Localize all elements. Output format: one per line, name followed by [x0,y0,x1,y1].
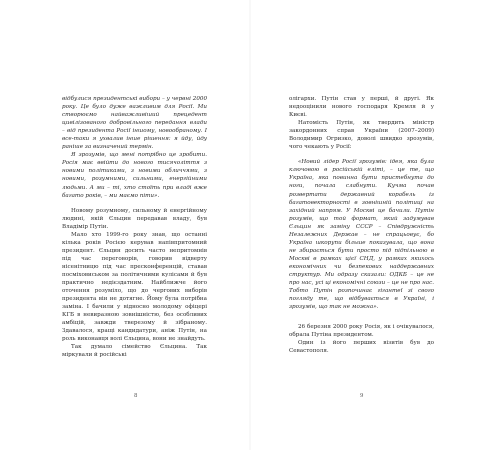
quote-paragraph: «Новий лідер Росії зрозумів: ідея, яка була ключовою в російській еліті, – це те, що Україна, яка повинна бути пристебнута до ноги, почала слабнути. Кучма почав розвертати державний корабель із багатовекторності в зовнішній політиці на західний напрям. У Москві це бачили. Путін розумів, що той формат, який задумував Єльцин як заміну СССР – Співдружність Незалежних Держав – не спрацьовує, бо Україна шкорупи більше показувала, що вона не збирається бути просто під підпільною в Москві в рамках цієї СНД, у рамках якихось економічних чи безпекових наддержавних структур. Ми одразу сказали: ОДКБ – це не про нас, усі ці економічні союзи – це не про нас. Тобто Путін розпочинає гігантеї зі свого погляду те, що відбувається в Україні, і зрозумів, що так не можна». [289,159,434,311]
right-page [250,0,500,450]
paragraph: 26 березня 2000 року Росія, як і очікувалося, обрала Путіна президентом. [289,324,434,339]
paragraph: Мало хто 1999-го року знав, що останні кілька років Росією керував напівпритомний президент. Єльцин досить часто непритомнів під час переговорів, говорив відверту нісенітницю під час пресконференцій, ставав посміховиськом за політичними кулісами й був практично недієздатним. Найближче його оточення розуміло, що до чергових виборів президента він не дотягне. Йому була потрібна заміна. І бачили у відносно молодому офіцері КГБ в невиразною зовнішністю, без особливих амбіцій, завжди тверезому й зібраному. Здавалося, кращі кандидатури, аніж Путін, на роль виконавця волі Єльцина, вони не знайдуть. [62,231,207,343]
paragraph: олігархи. Путін став у перші, й другі. Як недооцінили нового господаря Кремля й у Києві. [289,96,434,119]
page-number: 9 [360,393,364,399]
paragraph: Натомість Путін, як твердить міністр закордонних справ України (2007–2009) Володимир Огризко, доволі швидко зрозумів, чого чекають у Росії: [289,120,434,151]
paragraph: Один із його перших візитів був до Севастополя. [289,340,434,355]
paragraph: Так думало сімейство Єльцина. Так міркували й російські [62,344,207,359]
paragraph: Новому розумному, сильному й енергійному людині, якій Єльцин передавав владу, був Владімір Путін. [62,207,207,230]
right-page-text [289,95,434,355]
left-page-text [62,95,207,360]
paragraph: відбулися президентські вибори – у червні 2000 року. Це було дуже важливим для Росії. Ми створюємо найважливіший прецедент цивілізованого добровільного передання влади – від президента Росії іншому, новообраному. І все-таки я ухвалив інше рішення: я йду, йду раніше за визначений термін. [62,96,207,151]
paragraph: Я зрозумів, що мені потрібно це зробити. Росія має ввійти до нового тисячоліття з новими політиками, з новими обличчями, з новими, розумними, сильними, енергійними людьми. А ми – ті, хто стоїть при владі вже багато років, – ми маємо піти». [62,152,207,199]
page-number: 8 [134,393,138,399]
